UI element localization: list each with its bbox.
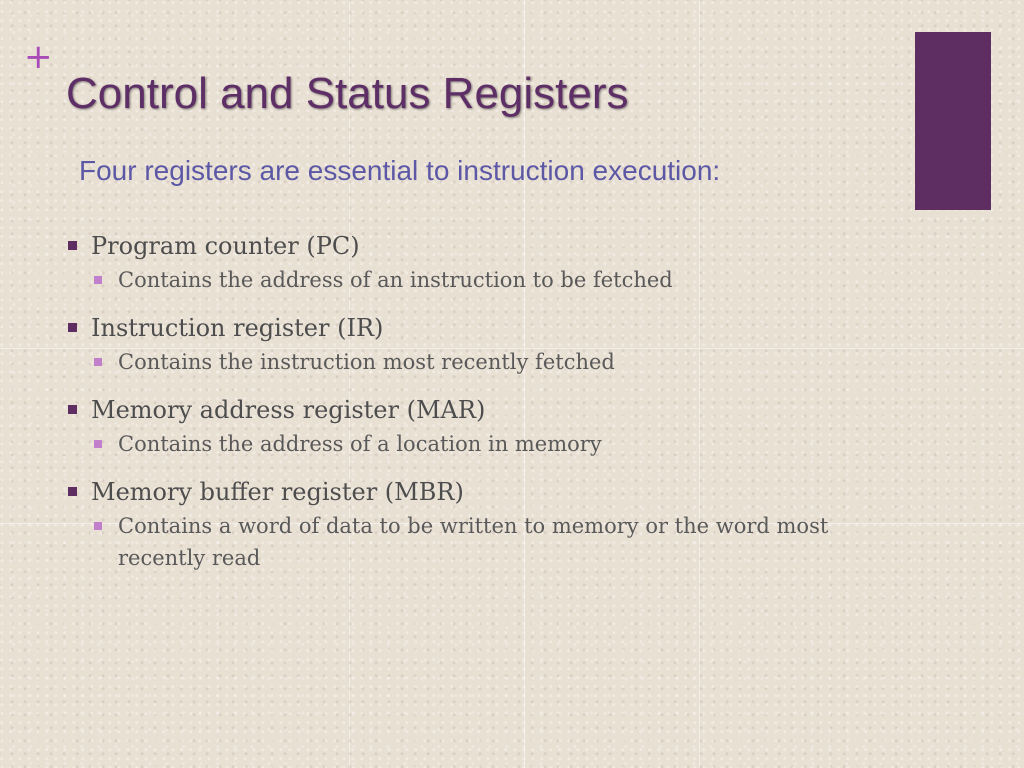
- register-item-mar: [68, 392, 908, 460]
- register-item-mbr: [68, 474, 908, 574]
- square-bullet-icon: [68, 487, 77, 496]
- accent-block: [915, 32, 991, 210]
- register-description: Contains a word of data to be written to memory or the word most recently read: [118, 514, 829, 570]
- register-item-pc: [68, 228, 908, 296]
- register-name: Memory buffer register (MBR): [91, 478, 464, 506]
- register-name: Instruction register (IR): [91, 314, 384, 342]
- square-sub-bullet-icon: [94, 522, 102, 530]
- register-item-ir: [68, 310, 908, 378]
- register-name-row: [68, 474, 908, 510]
- register-list: [68, 228, 908, 588]
- register-name: Memory address register (MAR): [91, 396, 486, 424]
- square-bullet-icon: [68, 241, 77, 250]
- register-description-row: [94, 264, 908, 296]
- register-description: Contains the address of an instruction to be fetched: [118, 268, 673, 292]
- register-description-row: [94, 510, 908, 574]
- register-name: Program counter (PC): [91, 232, 360, 260]
- plus-icon: +: [24, 37, 53, 77]
- square-sub-bullet-icon: [94, 276, 102, 284]
- register-description: Contains the instruction most recently fetched: [118, 350, 615, 374]
- register-name-row: [68, 392, 908, 428]
- register-description-row: [94, 428, 908, 460]
- square-bullet-icon: [68, 323, 77, 332]
- slide-subtitle: Four registers are essential to instruction execution:: [79, 155, 721, 186]
- register-name-row: [68, 228, 908, 264]
- square-bullet-icon: [68, 405, 77, 414]
- square-sub-bullet-icon: [94, 440, 102, 448]
- register-name-row: [68, 310, 908, 346]
- register-description: Contains the address of a location in memory: [118, 432, 602, 456]
- register-description-row: [94, 346, 908, 378]
- square-sub-bullet-icon: [94, 358, 102, 366]
- slide-title: Control and Status Registers: [66, 69, 629, 118]
